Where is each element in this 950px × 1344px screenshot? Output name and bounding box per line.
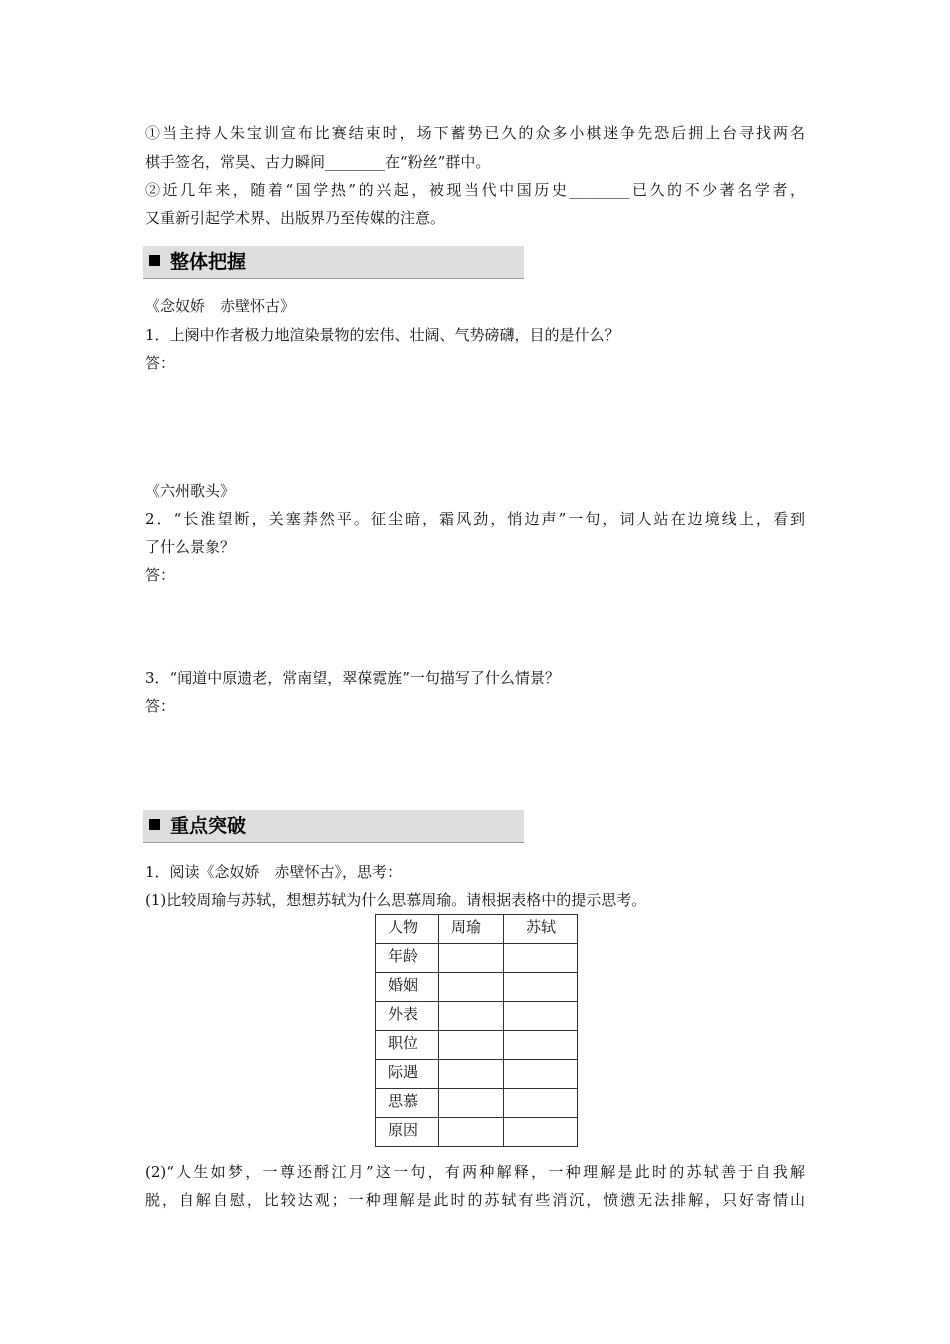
comparison-table	[375, 914, 578, 1147]
table-row	[376, 1060, 578, 1089]
table-row	[376, 973, 578, 1002]
table-cell-zhouyu[interactable]	[439, 1031, 504, 1060]
section2-subquestion-2-line-2: 脱，自解自慰，比较达观；一种理解是此时的苏轼有些消沉，愤懑无法排解，只好寄情山	[145, 1191, 805, 1209]
table-row-label: 际遇	[376, 1060, 439, 1089]
table-row	[376, 1002, 578, 1031]
table-header-row	[376, 915, 578, 944]
table-header-cell: 苏轼	[504, 915, 578, 944]
table-row-label: 年龄	[376, 944, 439, 973]
section2-subquestion-2-line-1: (2)“人生如梦，一尊还酹江月”这一句，有两种解释，一种理解是此时的苏轼善于自我解	[145, 1163, 805, 1181]
table-header-cell: 周瑜	[439, 915, 504, 944]
table-row	[376, 1118, 578, 1147]
table-cell-zhouyu[interactable]	[439, 1060, 504, 1089]
table-cell-sushi[interactable]	[504, 1118, 578, 1147]
table-row	[376, 1089, 578, 1118]
section-header-label: 整体把握	[170, 251, 247, 273]
table-cell-zhouyu[interactable]	[439, 1089, 504, 1118]
table-header-cell: 人物	[376, 915, 439, 944]
table-cell-sushi[interactable]	[504, 1089, 578, 1118]
question-2-line-2: 了什么景象？	[145, 538, 236, 556]
question-1: 1．上阕中作者极力地渲染景物的宏伟、壮阔、气势磅礴，目的是什么？	[145, 326, 620, 344]
table-row-label: 婚姻	[376, 973, 439, 1002]
intro-line-3: ②近几年来，随着“国学热”的兴起，被现当代中国历史________已久的不少著名学者，	[145, 181, 805, 199]
table-cell-sushi[interactable]	[504, 973, 578, 1002]
table-row-label: 外表	[376, 1002, 439, 1031]
poem-title-niannujiao: 《念奴娇 赤壁怀古》	[145, 297, 296, 315]
table-cell-sushi[interactable]	[504, 1002, 578, 1031]
square-bullet-icon	[149, 255, 160, 266]
table-row	[376, 1031, 578, 1060]
section2-subquestion-1: (1)比较周瑜与苏轼，想想苏轼为什么思慕周瑜。请根据表格中的提示思考。	[145, 891, 647, 909]
table-cell-zhouyu[interactable]	[439, 1118, 504, 1147]
intro-line-1: ①当主持人朱宝训宣布比赛结束时，场下蓄势已久的众多小棋迷争先恐后拥上台寻找两名	[145, 124, 805, 142]
question-2-line-1: 2．“长淮望断，关塞莽然平。征尘暗，霜风劲，悄边声”一句，词人站在边境线上，看到	[145, 510, 805, 528]
answer-label-2: 答：	[145, 566, 176, 584]
table-cell-sushi[interactable]	[504, 944, 578, 973]
table-cell-zhouyu[interactable]	[439, 944, 504, 973]
table-cell-zhouyu[interactable]	[439, 1002, 504, 1031]
intro-line-2: 棋手签名，常昊、古力瞬间________在“粉丝”群中。	[145, 153, 491, 171]
table-row-label: 职位	[376, 1031, 439, 1060]
table-cell-sushi[interactable]	[504, 1060, 578, 1089]
table-row-label: 原因	[376, 1118, 439, 1147]
section2-question-1: 1．阅读《念奴娇 赤壁怀古》，思考：	[145, 863, 403, 881]
question-3: 3．“闻道中原遗老，常南望，翠葆霓旌”一句描写了什么情景？	[145, 669, 560, 687]
table-row	[376, 944, 578, 973]
answer-label-3: 答：	[145, 697, 176, 715]
square-bullet-icon	[149, 819, 160, 830]
table-cell-zhouyu[interactable]	[439, 973, 504, 1002]
intro-line-4: 又重新引起学术界、出版界乃至传媒的注意。	[145, 209, 446, 227]
table-row-label: 思慕	[376, 1089, 439, 1118]
section-header-key-points	[143, 810, 524, 843]
section-header-label: 重点突破	[170, 815, 247, 837]
section-header-overall	[143, 246, 524, 279]
poem-title-liuzhougetou: 《六州歌头》	[145, 482, 236, 500]
answer-label-1: 答：	[145, 354, 176, 372]
table-cell-sushi[interactable]	[504, 1031, 578, 1060]
